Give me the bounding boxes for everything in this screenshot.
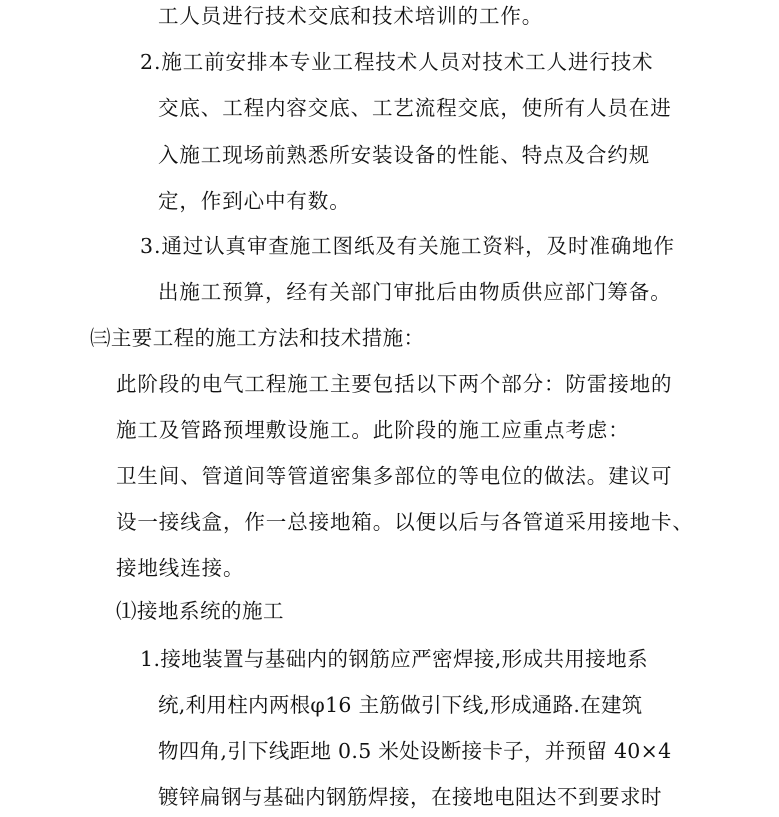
list-item-2: 2.施工前安排本专业工程技术人员对技术工人进行技术 (140, 50, 654, 74)
text-line: 入施工现场前熟悉所安装设备的性能、特点及合约规 (158, 143, 651, 167)
text-line: 镀锌扁钢与基础内钢筋焊接，在接地电阻达不到要求时 (158, 785, 662, 809)
text-line: 统,利用柱内两根φ16 主筋做引下线,形成通路.在建筑 (158, 693, 643, 717)
list-item-3: 3.通过认真审查施工图纸及有关施工资料，及时准确地作 (140, 234, 675, 258)
paragraph-line: 设一接线盒，作一总接地箱。以便以后与各管道采用接地卡、 (116, 510, 694, 534)
paragraph-line: 卫生间、管道间等管道密集多部位的等电位的做法。建议可 (116, 464, 673, 488)
text-line: 定，作到心中有数。 (158, 189, 351, 213)
text-line: 物四角,引下线距地 0.5 米处设断接卡子，并预留 40×4 (158, 739, 672, 763)
text-line: 工人员进行技术交底和技术培训的工作。 (158, 4, 544, 28)
text-line: 交底、工程内容交底、工艺流程交底，使所有人员在进 (158, 96, 672, 120)
paragraph-line: 接地线连接。 (116, 556, 245, 580)
paragraph-line: 施工及管路预埋敷设施工。此阶段的施工应重点考虑： (116, 418, 630, 442)
section-heading: ㈢主要工程的施工方法和技术措施： (90, 326, 425, 350)
subsection-heading: ⑴接地系统的施工 (116, 599, 284, 623)
text-line: 出施工预算，经有关部门审批后由物质供应部门筹备。 (158, 280, 672, 304)
paragraph-line: 此阶段的电气工程施工主要包括以下两个部分：防雷接地的 (116, 372, 673, 396)
list-item-1: 1.接地装置与基础内的钢筋应严密焊接,形成共用接地系 (140, 647, 648, 671)
